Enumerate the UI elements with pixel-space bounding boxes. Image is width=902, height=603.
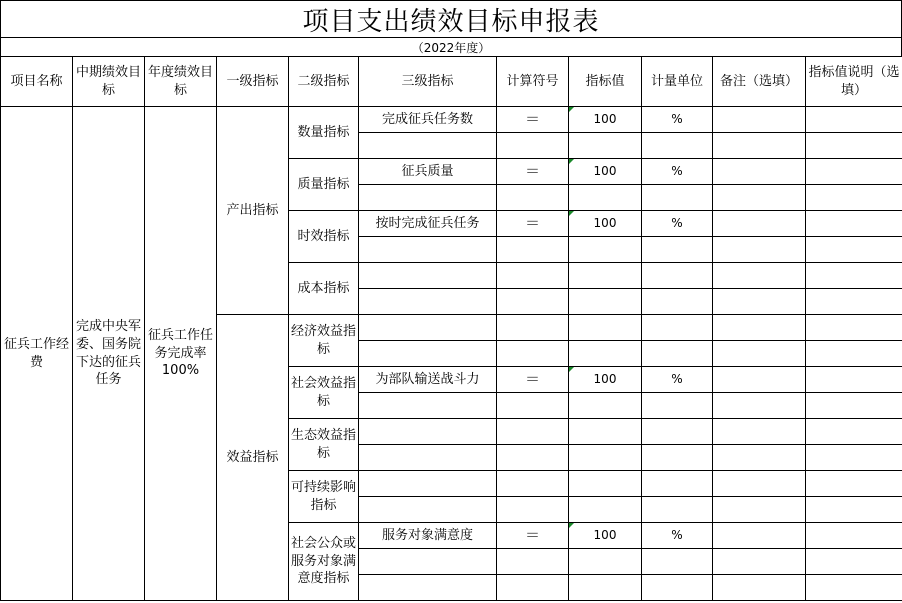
level3-social-name[interactable]: 为部队输送战斗力 xyxy=(359,367,497,393)
header-level1: 一级指标 xyxy=(217,57,289,107)
level2-social-cell: 社会效益指标 xyxy=(289,367,359,419)
quantity-remark[interactable] xyxy=(713,107,806,133)
level2-sustainable-cell: 可持续影响指标 xyxy=(289,471,359,523)
mid-goal-cell: 完成中央军委、国务院下达的征兵任务 xyxy=(73,107,145,601)
level2-timeliness-cell: 时效指标 xyxy=(289,211,359,263)
header-operator: 计算符号 xyxy=(497,57,569,107)
level2-satisfaction-cell: 社会公众或服务对象满意度指标 xyxy=(289,523,359,601)
header-level2: 二级指标 xyxy=(289,57,359,107)
level2-ecological-cell: 生态效益指标 xyxy=(289,419,359,471)
satisfaction-operator[interactable]: ＝ xyxy=(497,523,569,549)
level2-economic-cell: 经济效益指标 xyxy=(289,315,359,367)
level3-quantity-name[interactable]: 完成征兵任务数 xyxy=(359,107,497,133)
header-project-name: 项目名称 xyxy=(1,57,73,107)
annual-goal-cell: 征兵工作任务完成率100% xyxy=(145,107,217,601)
quantity-operator[interactable]: ＝ xyxy=(497,107,569,133)
header-level3: 三级指标 xyxy=(359,57,497,107)
quality-operator[interactable]: ＝ xyxy=(497,159,569,185)
header-remark: 备注（选填） xyxy=(713,57,806,107)
level1-output-cell: 产出指标 xyxy=(217,107,289,315)
level3-quality-name[interactable]: 征兵质量 xyxy=(359,159,497,185)
social-value[interactable]: 100 xyxy=(569,367,642,393)
header-row xyxy=(1,57,902,107)
project-name-cell: 征兵工作经费 xyxy=(1,107,73,601)
header-mid-goal: 中期绩效目标 xyxy=(73,57,145,107)
satisfaction-unit[interactable]: % xyxy=(642,523,713,549)
sheet-year: （2022年度） xyxy=(0,37,902,57)
social-operator[interactable]: ＝ xyxy=(497,367,569,393)
quality-unit[interactable]: % xyxy=(642,159,713,185)
level2-quality-cell: 质量指标 xyxy=(289,159,359,211)
level2-cost-cell: 成本指标 xyxy=(289,263,359,315)
level1-benefit-cell: 效益指标 xyxy=(217,315,289,601)
header-unit: 计量单位 xyxy=(642,57,713,107)
social-unit[interactable]: % xyxy=(642,367,713,393)
level2-quantity-cell: 数量指标 xyxy=(289,107,359,159)
quantity-note[interactable] xyxy=(806,107,902,133)
sheet-title: 项目支出绩效目标申报表 xyxy=(0,0,902,38)
header-value: 指标值 xyxy=(569,57,642,107)
quality-value[interactable]: 100 xyxy=(569,159,642,185)
timeliness-operator[interactable]: ＝ xyxy=(497,211,569,237)
header-note: 指标值说明（选填） xyxy=(806,57,902,107)
timeliness-unit[interactable]: % xyxy=(642,211,713,237)
level3-satisfaction-name[interactable]: 服务对象满意度 xyxy=(359,523,497,549)
timeliness-value[interactable]: 100 xyxy=(569,211,642,237)
table-row xyxy=(1,107,902,133)
quantity-unit[interactable]: % xyxy=(642,107,713,133)
level3-timeliness-name[interactable]: 按时完成征兵任务 xyxy=(359,211,497,237)
satisfaction-value[interactable]: 100 xyxy=(569,523,642,549)
goal-table xyxy=(0,56,902,601)
quantity-value[interactable]: 100 xyxy=(569,107,642,133)
header-annual-goal: 年度绩效目标 xyxy=(145,57,217,107)
